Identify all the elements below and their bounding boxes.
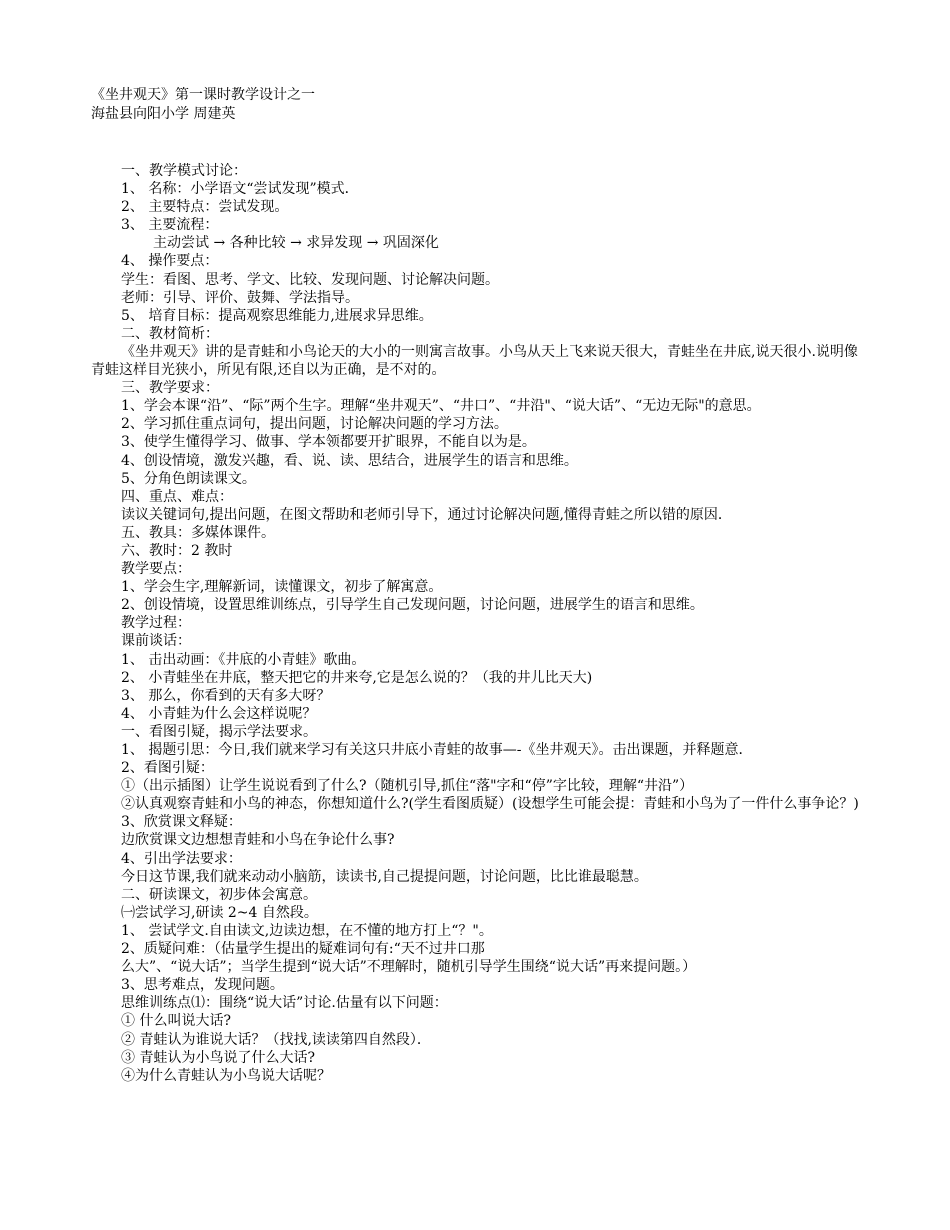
list-item: 2、创设情境，设置思维训练点，引导学生自己发现问题，讨论问题，进展学生的语言和思维。 <box>121 597 704 614</box>
section-heading: 二、研读课文，初步体会寓意。 <box>121 886 317 903</box>
list-item: 3、思考难点，发现问题。 <box>121 977 284 994</box>
list-item: ②认真观察青蛙和小鸟的神态，你想知道什么?(学生看图质疑）(设想学生可能会提：青蛙和小鸟为了一件什么事争论？) <box>121 796 859 813</box>
list-item: ①（出示插图）让学生说说看到了什么?（随机引导,抓住“落"字和“停”字比较，理解“井沿”） <box>121 778 694 795</box>
list-item: 2、质疑问难：（估量学生提出的疑难词句有:“天不过井口那 <box>121 941 485 958</box>
paragraph: 么大”、“说大话”；当学生提到“说大话”不理解时，随机引导学生围绕“说大话”再来提问题。） <box>121 959 697 976</box>
list-item: 3、 那么，你看到的天有多大呀？ <box>121 687 331 704</box>
paragraph: 学生：看图、思考、学文、比较、发现问题、讨论解决问题。 <box>121 271 499 288</box>
list-item: 1、学会本课“沿”、“际”两个生字。理解“坐井观天”、“井口”、“井沿"、“说大话”、“无边无际"的意思。 <box>121 398 761 415</box>
section-heading: 一、看图引疑，揭示学法要求。 <box>121 723 317 740</box>
list-item: 4、 操作要点： <box>121 253 219 270</box>
section-heading: 二、教材简析： <box>121 325 219 342</box>
list-item: ① 什么叫说大话? <box>121 1013 231 1030</box>
section-heading: 一、教学模式讨论： <box>121 163 247 179</box>
list-item: 3、 主要流程： <box>121 217 219 234</box>
document-body <box>91 162 871 1085</box>
list-item: 5、分角色朗读课文。 <box>121 470 256 487</box>
list-item: 4、 小青蛙为什么会这样说呢？ <box>121 705 317 722</box>
subheading: 教学过程： <box>121 615 191 632</box>
list-item: ② 青蛙认为谁说大话？（找找,读读第四自然段）． <box>121 1031 431 1048</box>
list-item: ③ 青蛙认为小鸟说了什么大话? <box>121 1049 315 1066</box>
list-item: 1、学会生字,理解新词，读懂课文，初步了解寓意。 <box>121 579 443 596</box>
document-author: 海盐县向阳小学 周建英 <box>91 106 236 122</box>
paragraph: 边欣赏课文边想想青蛙和小鸟在争论什么事? <box>121 832 395 849</box>
paragraph: 老师：引导、评价、鼓舞、学法指导。 <box>121 289 359 306</box>
list-item: 3、欣赏课文释疑： <box>121 814 242 831</box>
section-heading: 六、教时：2 教时 <box>121 542 233 559</box>
list-item: 2、学习抓住重点词句，提出问题，讨论解决问题的学习方法。 <box>121 416 508 433</box>
document-header <box>91 86 315 124</box>
paragraph: 读议关键词句,提出问题，在图文帮助和老师引导下，通过讨论解决问题,懂得青蛙之所以错的原因． <box>121 506 732 523</box>
list-item: 4、创设情境，激发兴趣，看、说、读、思结合，进展学生的语言和思维。 <box>121 452 578 469</box>
list-item: 5、 培育目标：提高观察思维能力,进展求异思维。 <box>121 307 433 324</box>
list-item: 2、看图引疑： <box>121 760 214 777</box>
list-item: ④为什么青蛙认为小鸟说大话呢？ <box>121 1067 331 1084</box>
document-title: 《坐井观天》第一课时教学设计之一 <box>91 87 315 103</box>
list-item: 2、 主要特点：尝试发现。 <box>121 199 289 216</box>
paragraph: 今日这节课,我们就来动动小脑筋，读读书,自己提提问题，讨论问题，比比谁最聪慧。 <box>121 868 648 885</box>
subheading: ㈠尝试学习,研读 2~4 自然段。 <box>121 904 318 921</box>
list-item: 2、 小青蛙坐在井底，整天把它的井来夸,它是怎么说的？（我的井儿比天大) <box>121 669 593 686</box>
paragraph: 思维训练点⑴：围绕“说大话”讨论.估量有以下问题： <box>121 995 448 1012</box>
section-heading: 四、重点、难点： <box>121 488 233 505</box>
paragraph: 《坐井观天》讲的是青蛙和小鸟论天的大小的一则寓言故事。小鸟从天上飞来说天很大，青蛙坐在井底,说天很小.说明像青蛙这样目光狭小，所见有限,还自以为正确，是不对的。 <box>91 343 858 379</box>
list-item: 4、引出学法要求： <box>121 850 242 867</box>
list-item: 1、 击出动画：《井底的小青蛙》歌曲。 <box>121 651 366 668</box>
list-item: 1、 名称：小学语文“尝试发现”模式． <box>121 181 359 198</box>
list-item: 1、 揭题引思：今日,我们就来学习有关这只井底小青蛙的故事—-《坐井观天》。击出课题，并释题意． <box>121 742 753 758</box>
list-item: 3、使学生懂得学习、做事、学本领都要开扩眼界，不能自以为是。 <box>121 434 536 451</box>
subheading: 教学要点： <box>121 561 191 578</box>
section-heading: 五、教具：多媒体课件。 <box>121 524 275 541</box>
list-item: 1、 尝试学文.自由读文,边读边想，在不懂的地方打上“？"。 <box>121 922 493 939</box>
flow-steps: 主动尝试 → 各种比较 → 求异发现 → 巩固深化 <box>153 235 439 252</box>
section-heading: 三、教学要求： <box>121 380 219 397</box>
subheading: 课前谈话： <box>121 633 191 650</box>
